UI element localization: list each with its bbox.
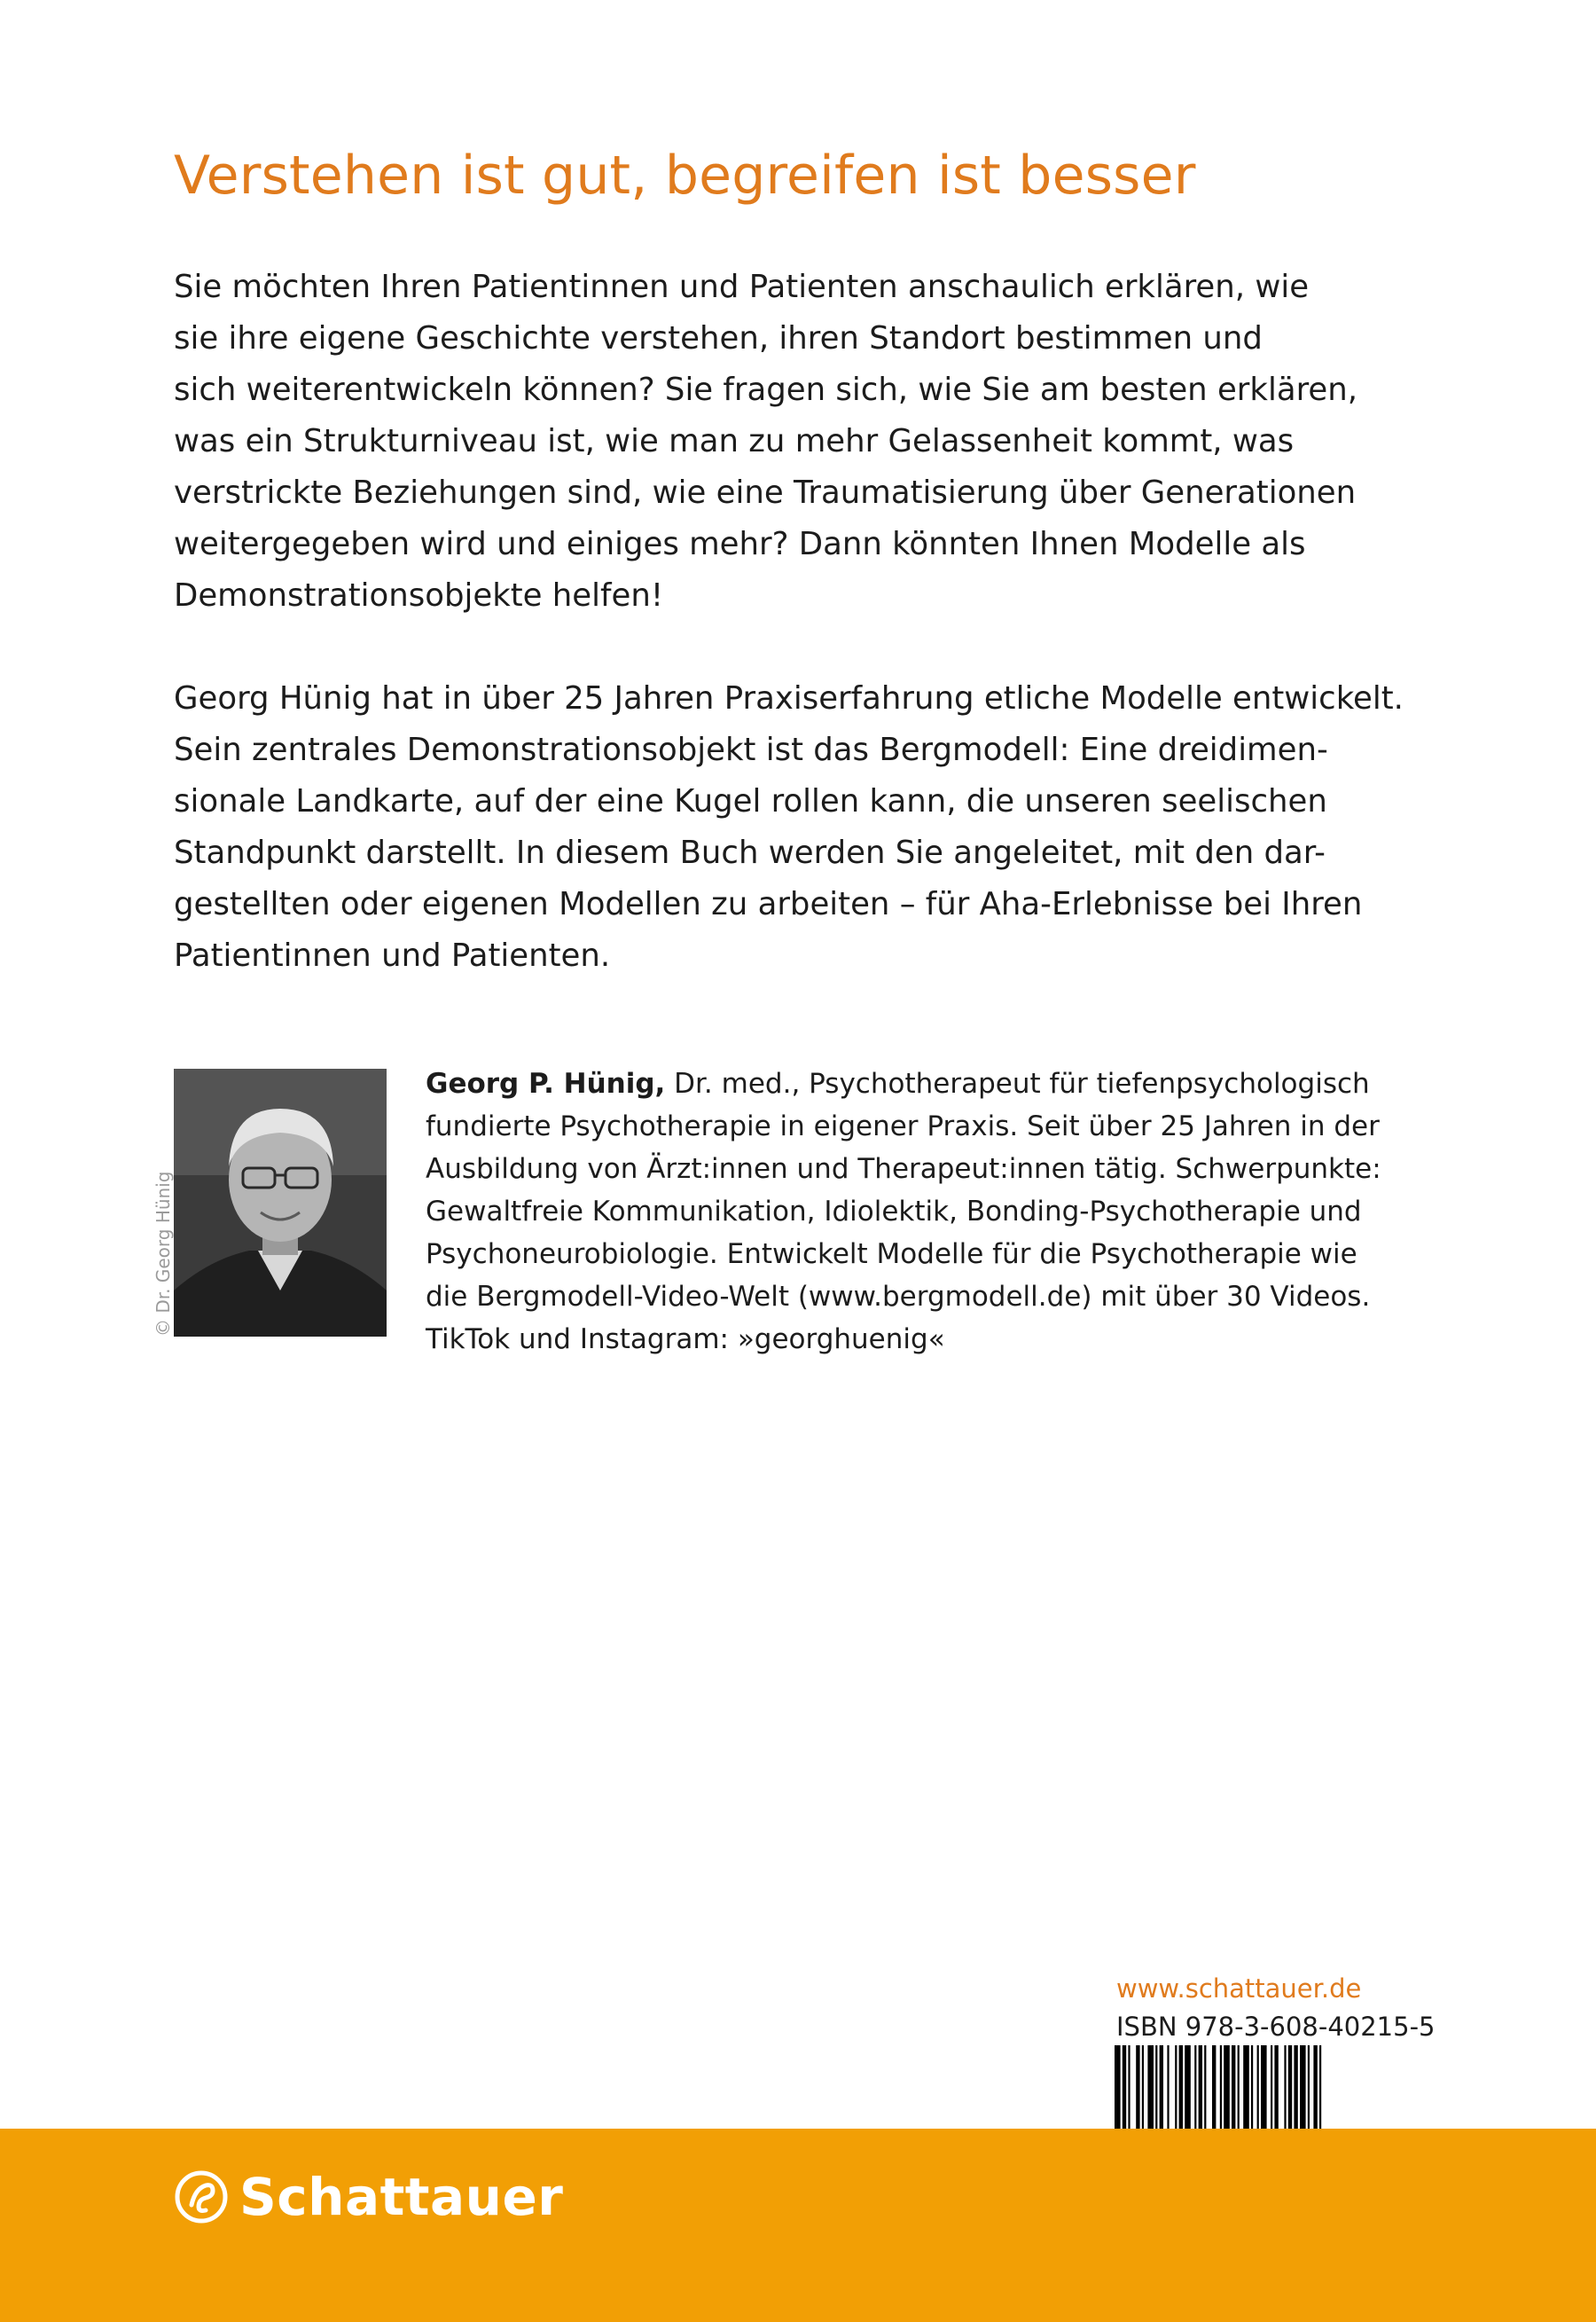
publisher-website-link[interactable]: www.schattauer.de [1116, 1973, 1362, 2004]
barcode-bar [1204, 2045, 1206, 2129]
text-line: sie ihre eigene Geschichte verstehen, ihren Standort bestimmen und [174, 320, 1263, 357]
bio-line: Psychoneurobiologie. Entwickelt Modelle für die Psychotherapie wie [426, 1238, 1357, 1270]
barcode-bar [1319, 2045, 1321, 2129]
barcode-bar [1274, 2045, 1278, 2129]
author-bio [426, 1063, 1454, 1361]
barcode-bar [1155, 2045, 1157, 2129]
barcode-bar [1115, 2045, 1121, 2129]
bio-line: die Bergmodell-Video-Welt (www.bergmodell.de) mit über 30 Videos. [426, 1281, 1371, 1313]
schattauer-logo-icon [174, 2169, 229, 2224]
barcode-bar [1136, 2045, 1139, 2129]
author-name: Georg P. Hünig, [426, 1068, 666, 1100]
barcode-bar [1300, 2045, 1306, 2129]
bio-first-line-rest: Dr. med., Psychotherapeut für tiefenpsychologisch [665, 1068, 1370, 1100]
barcode [1115, 2045, 1423, 2129]
barcode-bar [1147, 2045, 1154, 2129]
barcode-bar [1284, 2045, 1286, 2129]
barcode-bar [1175, 2045, 1177, 2129]
text-line: Sie möchten Ihren Patientinnen und Patienten anschaulich erklären, wie [174, 269, 1310, 305]
barcode-bar [1128, 2045, 1130, 2129]
bio-line: fundierte Psychotherapie in eigener Praxis. Seit über 25 Jahren in der [426, 1110, 1380, 1142]
text-line: Georg Hünig hat in über 25 Jahren Praxiserfahrung etliche Modelle entwickelt. [174, 680, 1404, 717]
author-photo [174, 1069, 387, 1337]
barcode-bar [1179, 2045, 1183, 2129]
text-line: sionale Landkarte, auf der eine Kugel rollen kann, die unseren seelischen [174, 783, 1327, 820]
bio-line: Gewaltfreie Kommunikation, Idiolektik, Bonding-Psychotherapie und [426, 1196, 1362, 1228]
barcode-bar [1224, 2045, 1230, 2129]
barcode-bar [1220, 2045, 1222, 2129]
text-line: Standpunkt darstellt. In diesem Buch werden Sie angeleitet, mit den dar- [174, 835, 1326, 871]
barcode-bar [1199, 2045, 1202, 2129]
text-line: verstrickte Beziehungen sind, wie eine Traumatisierung über Generationen [174, 475, 1357, 511]
text-line: sich weiterentwickeln können? Sie fragen sich, wie Sie am besten erklären, [174, 372, 1358, 408]
barcode-bar [1194, 2045, 1196, 2129]
barcode-bar [1308, 2045, 1310, 2129]
photo-credit: © Dr. Georg Hünig [153, 1171, 174, 1337]
barcode-bar [1271, 2045, 1272, 2129]
text-line: Sein zentrales Demonstrationsobjekt ist das Bergmodell: Eine dreidimen- [174, 732, 1328, 768]
barcode-bar [1251, 2045, 1253, 2129]
barcode-bar [1294, 2045, 1297, 2129]
barcode-bar [1212, 2045, 1216, 2129]
bio-line: TikTok und Instagram: »georghuenig« [426, 1323, 945, 1355]
bio-line: Ausbildung von Ärzt:innen und Therapeut:innen tätig. Schwerpunkte: [426, 1153, 1381, 1185]
publisher-logo [174, 2164, 563, 2230]
barcode-bar [1167, 2045, 1169, 2129]
text-line: Patientinnen und Patienten. [174, 937, 611, 974]
barcode-bar [1243, 2045, 1249, 2129]
barcode-bar [1232, 2045, 1235, 2129]
barcode-bar [1261, 2045, 1267, 2129]
barcode-bar [1288, 2045, 1292, 2129]
blurb-paragraph-1 [174, 262, 1442, 622]
page-title: Verstehen ist gut, begreifen ist besser [174, 145, 1196, 207]
text-line: Demonstrationsobjekte helfen! [174, 577, 664, 614]
isbn-number: ISBN 978-3-608-40215-5 [1116, 2012, 1436, 2042]
text-line: gestellten oder eigenen Modellen zu arbeiten – für Aha-Erlebnisse bei Ihren [174, 886, 1363, 922]
bio-first-line [426, 1063, 1454, 1105]
barcode-bar [1160, 2045, 1163, 2129]
barcode-bar [1185, 2045, 1191, 2129]
publisher-name: Schattauer [239, 2167, 564, 2227]
barcode-bar [1313, 2045, 1317, 2129]
text-line: weitergegeben wird und einiges mehr? Dann könnten Ihnen Modelle als [174, 526, 1306, 562]
blurb-paragraph-2 [174, 673, 1442, 982]
barcode-bar [1123, 2045, 1126, 2129]
barcode-bar [1238, 2045, 1240, 2129]
text-line: was ein Strukturniveau ist, wie man zu mehr Gelassenheit kommt, was [174, 423, 1295, 459]
barcode-bar [1142, 2045, 1144, 2129]
barcode-bar [1257, 2045, 1259, 2129]
